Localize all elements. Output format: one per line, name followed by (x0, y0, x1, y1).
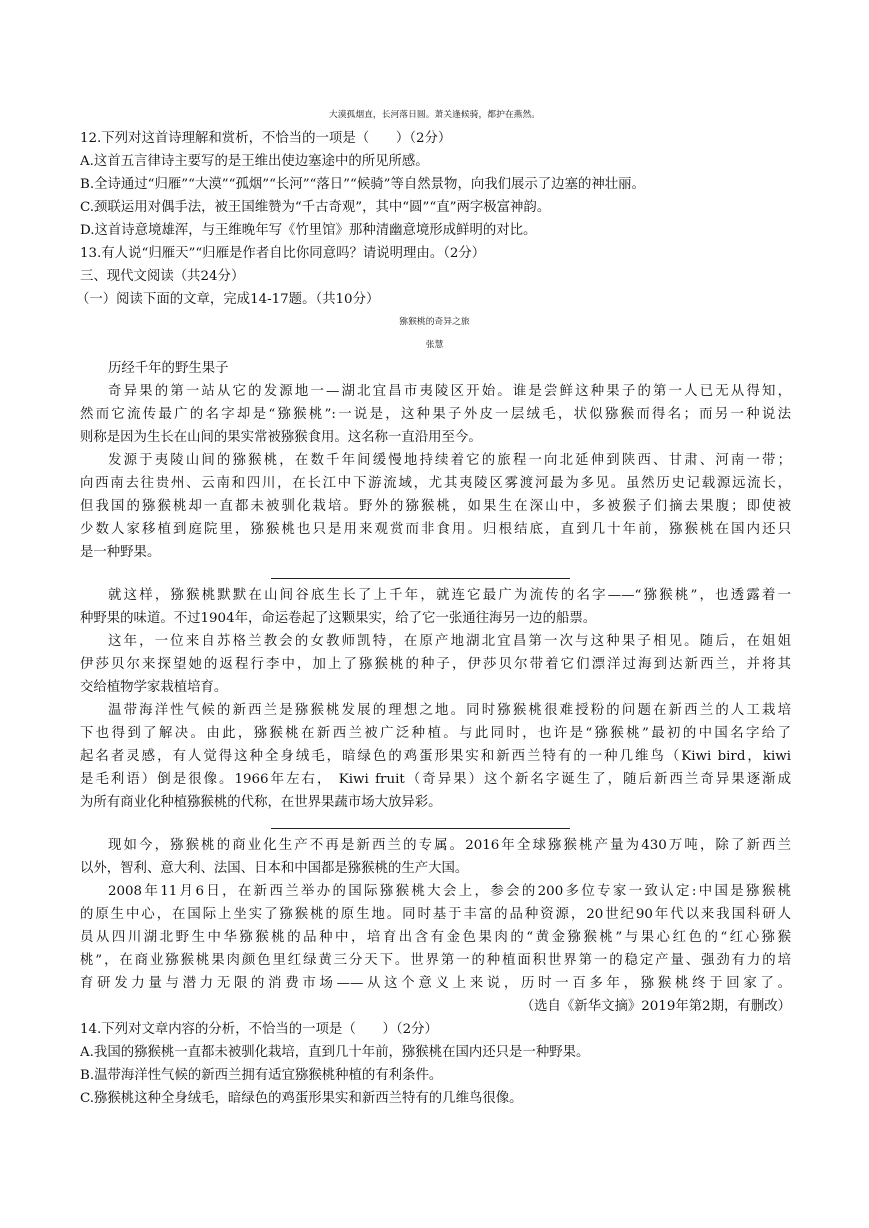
article-line: 桃”，在商业猕猴桃果肉颜色里红绿黄三分天下。世界第一的种植面积世界第一的稳定产量、强劲有力的培 (80, 953, 791, 968)
article-line: 则称是因为生长在山间的果实常被猕猴食用。这名称一直沿用至今。 (80, 430, 482, 445)
article-line: 然而它流传最广的名字却是“猕猴桃”:一说是，这种果子外皮一层绒毛，状似猕猴而得名；而另一种说法 (80, 407, 791, 422)
article-line: 少数人家移植到庭院里，猕猴桃也只是用来观赏而非食用。归根结底，直到几十年前，猕猴桃在国内还只 (80, 522, 791, 537)
answer-blank-line-1 (271, 578, 570, 579)
question-12-stem: 12.下列对这首诗理解和赏析，不恰当的一项是（ ）（2分） (80, 131, 452, 146)
article-line: 温带海洋性气候的新西兰是猕猴桃发展的理想之地。同时猕猴桃很难授粉的问题在新西兰的人工栽培 (108, 703, 791, 718)
article-line: 育研发力量与潜力无限的消费市场——从这个意义上来说，历时一百多年，猕猴桃终于回家了。 (80, 976, 791, 991)
question-14-option-a: A.我国的猕猴桃一直都未被驯化栽培，直到几十年前，猕猴桃在国内还只是一种野果。 (80, 1045, 590, 1060)
article-line: 是一种野果。 (80, 545, 161, 560)
article-line: 向西南去往贵州、云南和四川，在长江中下游流域，尤其夷陵区雾渡河最为多见。虽然历史记载源远流长， (80, 476, 791, 491)
article-line: 为所有商业化种植猕猴桃的代称，在世界果蔬市场大放异彩。 (80, 795, 442, 810)
question-12-option-a: A.这首五言律诗主要写的是王维出使边塞途中的所见所感。 (80, 154, 429, 169)
question-12-option-d: D.这首诗意境雄浑，与王维晚年写《竹里馆》那种清幽意境形成鲜明的对比。 (80, 223, 537, 238)
article-line: 就这样，猕猴桃默默在山间谷底生长了上千年，就连它最广为流传的名字——“猕猴桃”，也透露着一 (108, 588, 791, 603)
article-line: 起名者灵感，有人觉得这种全身绒毛，暗绿色的鸡蛋形果实和新西兰特有的一种几维鸟（Kiwi bird，kiwi (80, 749, 791, 764)
article-line: 2008年11月6日，在新西兰举办的国际猕猴桃大会上，参会的200多位专家一致认定:中国是猕猴桃 (108, 884, 791, 899)
question-14-option-b: B.温带海洋性气候的新西兰拥有适宜猕猴桃种植的有利条件。 (80, 1068, 443, 1083)
article-subheading: 历经千年的野生果子 (108, 361, 229, 376)
article-line: 但我国的猕猴桃却一直都未被驯化栽培。野外的猕猴桃，如果生在深山中，多被猴子们摘去果腹；即使被 (80, 499, 791, 514)
question-12-option-c: C.颈联运用对偶手法，被王国维赞为“千古奇观”，其中“圆”“直”两字极富神韵。 (80, 200, 551, 215)
poem-closing-line: 大漠孤烟直，长河落日圆。萧关逢候骑，都护在燕然。 (328, 110, 541, 120)
article-line: 发源于夷陵山间的猕猴桃，在数千年间缓慢地持续着它的旅程一向北延伸到陕西、甘肃、河南一带； (108, 453, 791, 468)
article-line: 下也得到了解决。由此，猕猴桃在新西兰被广泛种植。与此同时，也许是“猕猴桃”最初的中国名字给了 (80, 726, 791, 741)
answer-blank-line-2 (271, 828, 570, 829)
question-14-stem: 14.下列对文章内容的分析，不恰当的一项是（ ）（2分） (80, 1022, 438, 1037)
article-line: 伊莎贝尔来探望她的返程行李中，加上了猕猴桃的种子，伊莎贝尔带着它们漂洋过海到达新西兰，并将其 (80, 657, 791, 672)
article-line: 的原生中心，在国际上坐实了猕猴桃的原生地。同时基于丰富的品种资源，20世纪90年代以来我国科研人 (80, 907, 791, 922)
part-instructions: （一）阅读下面的文章，完成14-17题。（共10分） (76, 292, 380, 307)
article-author: 张慧 (425, 340, 444, 350)
article-line: 以外，智利、意大利、法国、日本和中国都是猕猴桃的生产大国。 (80, 861, 469, 876)
article-line: 这年，一位来自苏格兰教会的女教师凯特，在原产地湖北宜昌第一次与这种果子相见。随后，在姐姐 (108, 634, 791, 649)
section-heading-modern-reading: 三、现代文阅读（共24分） (80, 269, 245, 284)
article-title: 猕猴桃的奇异之旅 (399, 317, 470, 327)
question-12-option-b: B.全诗通过“归雁”“大漠”“孤烟”“长河”“落日”“候骑”等自然景物，向我们展示了边塞的神壮丽。 (80, 177, 645, 192)
article-line: 员从四川湖北野生中华猕猴桃的品种中，培育出含有金色果肉的“黄金猕猴桃”与果心红色的“红心猕猴 (80, 930, 791, 945)
question-14-option-c: C.猕猴桃这种全身绒毛，暗绿色的鸡蛋形果实和新西兰特有的几维鸟很像。 (80, 1091, 523, 1106)
article-line: 奇异果的第一站从它的发源地一—湖北宜昌市夷陵区开始。谁是尝鲜这种果子的第一人已无从得知， (108, 384, 791, 399)
article-line: 是毛利语）倒是很像。1966年左右， Kiwi fruit（奇异果）这个新名字诞生了，随后新西兰奇异果逐渐成 (80, 772, 791, 787)
article-source: （选自《新华文摘》2019年第2期，有删改） (520, 999, 791, 1014)
question-13: 13.有人说“归雁天”“归雁是作者自比你同意吗？请说明理由。（2分） (80, 246, 486, 261)
article-line: 种野果的味道。不过1904年，命运卷起了这颗果实，给了它一张通往海另一边的船票。 (80, 611, 597, 626)
article-line: 交给植物学家栽植培育。 (80, 680, 228, 695)
article-line: 现如今，猕猴桃的商业化生产不再是新西兰的专属。2016年全球猕猴桃产量为430万吨，除了新西兰 (108, 838, 791, 853)
